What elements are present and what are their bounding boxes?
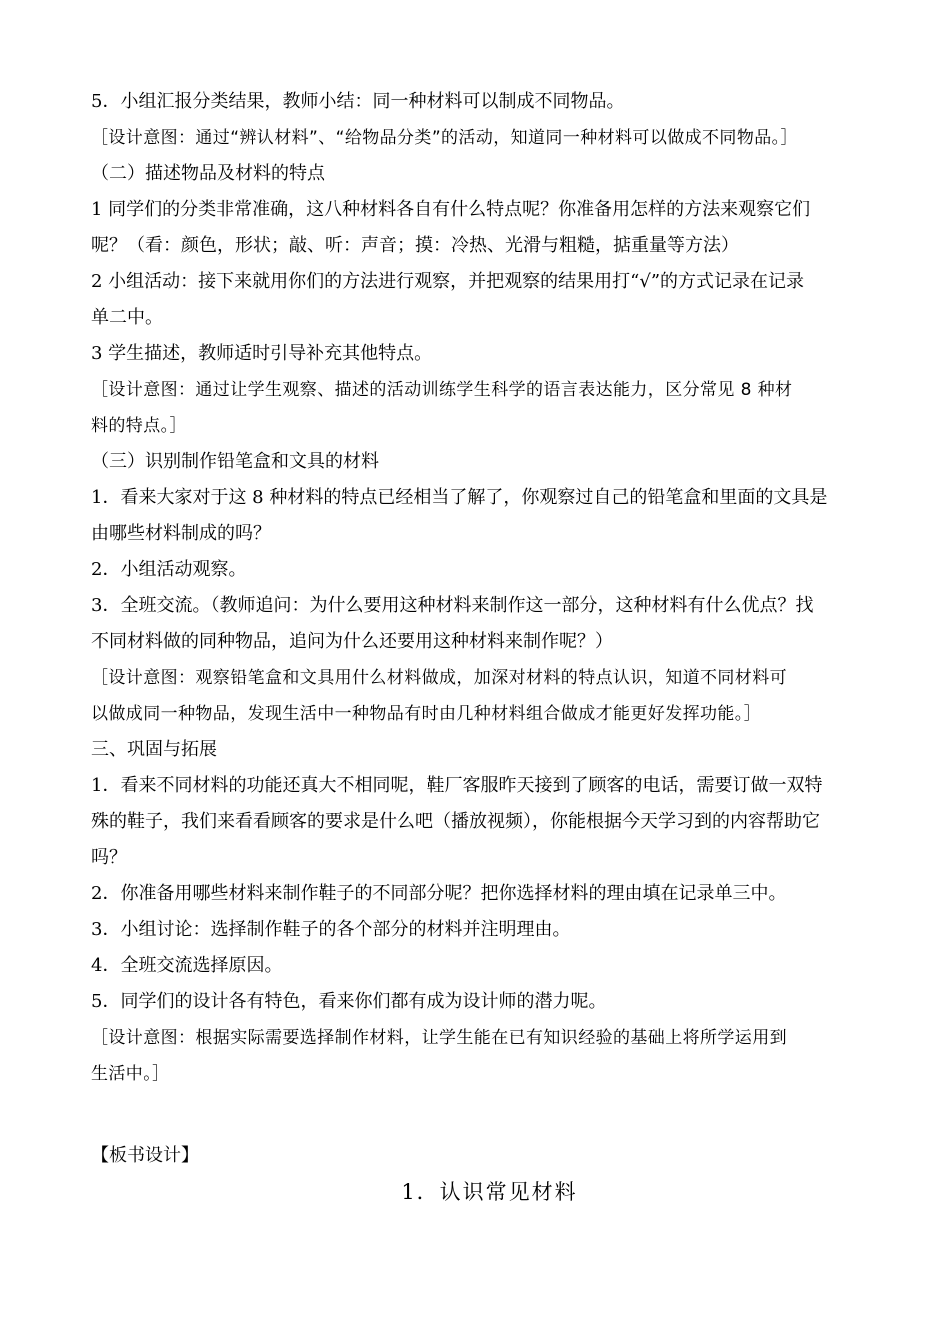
design-intent-line: ［设计意图：通过“辨认材料”、“给物品分类”的活动，知道同一种材料可以做成不同物品。］ bbox=[91, 128, 798, 148]
text-line: 3．小组讨论：选择制作鞋子的各个部分的材料并注明理由。 bbox=[91, 919, 571, 940]
text-line: 3 学生描述，教师适时引导补充其他特点。 bbox=[91, 343, 433, 364]
text-line: 5．同学们的设计各有特色，看来你们都有成为设计师的潜力呢。 bbox=[91, 991, 607, 1012]
text-line: 1 同学们的分类非常准确，这八种材料各自有什么特点呢？你准备用怎样的方法来观察它们 bbox=[91, 199, 811, 220]
lesson-text bbox=[91, 84, 863, 1092]
design-intent-line: 以做成同一种物品，发现生活中一种物品有时由几种材料组合做成才能更好发挥功能。］ bbox=[91, 704, 762, 724]
text-line: 呢？（看：颜色，形状；敲、听：声音；摸：冷热、光滑与粗糙，掂重量等方法） bbox=[91, 235, 739, 256]
design-intent-line: ［设计意图：通过让学生观察、描述的活动训练学生科学的语言表达能力，区分常见 8 种材 bbox=[91, 380, 793, 400]
text-line: 2．小组活动观察。 bbox=[91, 559, 247, 580]
design-intent-line: 生活中。］ bbox=[91, 1064, 170, 1084]
text-line: 由哪些材料制成的吗？ bbox=[91, 523, 271, 544]
text-line: 三、巩固与拓展 bbox=[91, 739, 217, 760]
text-line: 殊的鞋子，我们来看看顾客的要求是什么吧（播放视频），你能根据今天学习到的内容帮助它 bbox=[91, 811, 820, 832]
text-line: （三）识别制作铅笔盒和文具的材料 bbox=[91, 451, 379, 472]
text-line: 吗？ bbox=[91, 847, 127, 868]
design-intent-line: ［设计意图：根据实际需要选择制作材料，让学生能在已有知识经验的基础上将所学运用到 bbox=[91, 1028, 787, 1048]
text-line: 3．全班交流。（教师追问：为什么要用这种材料来制作这一部分，这种材料有什么优点？找 bbox=[91, 595, 814, 616]
board-title: 1．认识常见材料 bbox=[401, 1180, 578, 1204]
section-gap bbox=[91, 1092, 863, 1138]
design-intent-line: ［设计意图：观察铅笔盒和文具用什么材料做成，加深对材料的特点认识，知道不同材料可 bbox=[91, 668, 787, 688]
text-line: 4．全班交流选择原因。 bbox=[91, 955, 283, 976]
document-page bbox=[91, 84, 863, 1210]
text-line: 5．小组汇报分类结果，教师小结：同一种材料可以制成不同物品。 bbox=[91, 91, 625, 112]
text-line: 不同材料做的同种物品，追问为什么还要用这种材料来制作呢？） bbox=[91, 631, 613, 652]
text-line: 单二中。 bbox=[91, 307, 163, 328]
text-line: 2．你准备用哪些材料来制作鞋子的不同部分呢？把你选择材料的理由填在记录单三中。 bbox=[91, 883, 787, 904]
text-line: （二）描述物品及材料的特点 bbox=[91, 163, 325, 184]
text-line: 1．看来不同材料的功能还真大不相同呢，鞋厂客服昨天接到了顾客的电话，需要订做一双特 bbox=[91, 775, 823, 796]
design-intent-line: 料的特点。］ bbox=[91, 416, 187, 436]
text-line: 2 小组活动：接下来就用你们的方法进行观察，并把观察的结果用打“√”的方式记录在记录 bbox=[91, 271, 805, 292]
text-line: 1．看来大家对于这 8 种材料的特点已经相当了解了，你观察过自己的铅笔盒和里面的文具是 bbox=[91, 487, 828, 508]
board-design-label: 【板书设计】 bbox=[91, 1145, 199, 1166]
